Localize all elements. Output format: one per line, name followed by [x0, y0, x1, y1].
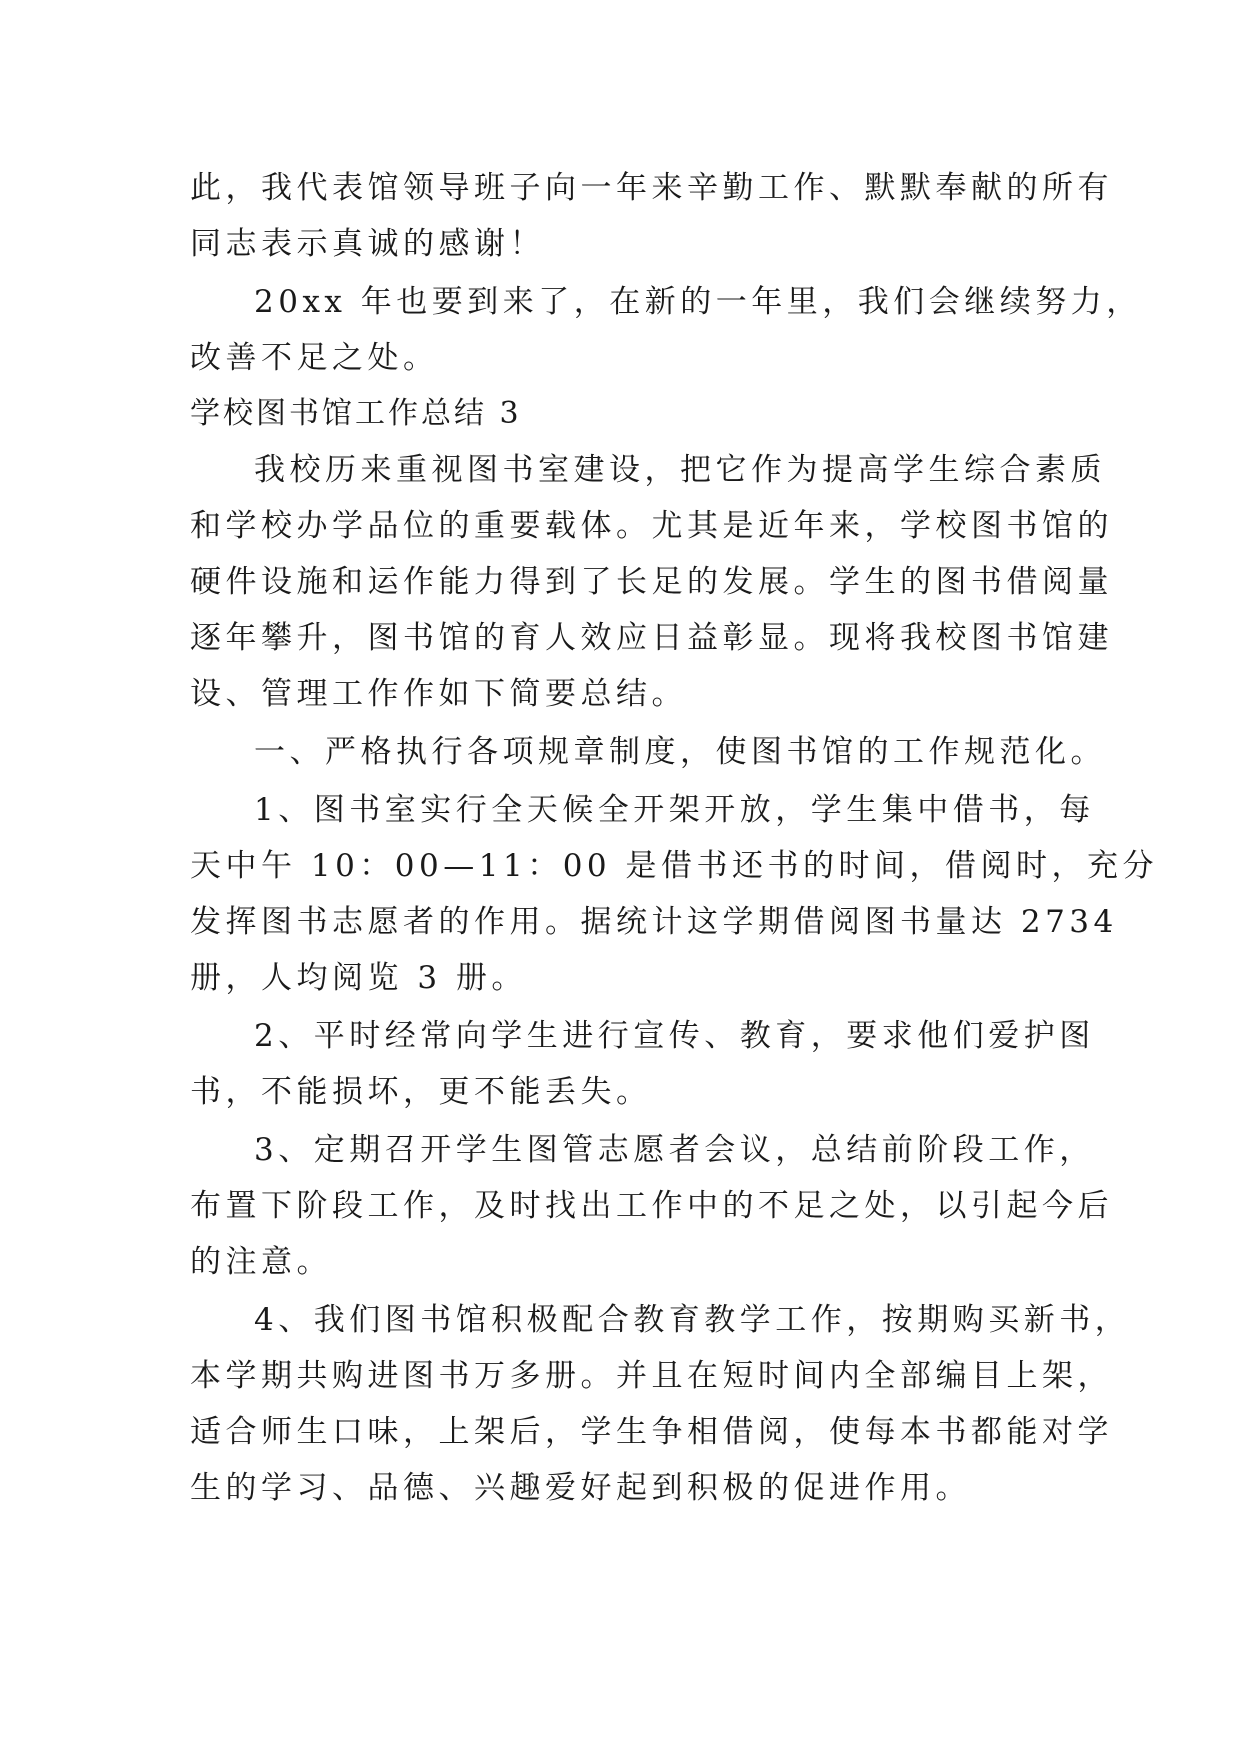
text-line: 生的学习、品德、兴趣爱好起到积极的促进作用。	[190, 1470, 971, 1506]
paragraph	[190, 442, 1113, 722]
section-heading	[190, 386, 1070, 442]
text-line: 4、我们图书馆积极配合教育教学工作，按期购买新书，	[254, 1302, 1131, 1338]
paragraph	[190, 782, 1158, 1006]
paragraph	[190, 1292, 1131, 1516]
heading-text: 学校图书馆工作总结 3	[190, 396, 522, 431]
text-line: 我校历来重视图书室建设，把它作为提高学生综合素质	[254, 452, 1106, 488]
paragraph	[190, 1122, 1113, 1290]
text-line: 此，我代表馆领导班子向一年来辛勤工作、默默奉献的所有	[190, 170, 1113, 206]
paragraph	[190, 1008, 1095, 1120]
text-line: 1、图书室实行全天候全开架开放，学生集中借书，每	[254, 792, 1095, 828]
text-line: 和学校办学品位的重要载体。尤其是近年来，学校图书馆的	[190, 508, 1113, 544]
text-line: 20xx 年也要到来了，在新的一年里，我们会继续努力，	[254, 284, 1142, 320]
text-line: 发挥图书志愿者的作用。据统计这学期借阅图书量达 2734	[190, 904, 1118, 940]
text-line: 逐年攀升，图书馆的育人效应日益彰显。现将我校图书馆建	[190, 620, 1113, 656]
text-line: 同志表示真诚的感谢！	[190, 226, 545, 262]
paragraph	[190, 274, 1142, 386]
text-line: 改善不足之处。	[190, 340, 439, 376]
paragraph-continuation	[190, 160, 1113, 272]
text-line: 布置下阶段工作，及时找出工作中的不足之处，以引起今后	[190, 1188, 1113, 1224]
text-line: 书，不能损坏，更不能丢失。	[190, 1074, 652, 1110]
paragraph	[190, 724, 1106, 780]
text-line: 设、管理工作作如下简要总结。	[190, 676, 687, 712]
text-line: 本学期共购进图书万多册。并且在短时间内全部编目上架，	[190, 1358, 1113, 1394]
text-line: 的注意。	[190, 1244, 332, 1280]
document-body	[190, 160, 1158, 1516]
text-line: 硬件设施和运作能力得到了长足的发展。学生的图书借阅量	[190, 564, 1113, 600]
text-line: 册，人均阅览 3 册。	[190, 960, 527, 996]
text-line: 2、平时经常向学生进行宣传、教育，要求他们爱护图	[254, 1018, 1095, 1054]
text-line: 一、严格执行各项规章制度，使图书馆的工作规范化。	[254, 734, 1106, 770]
text-line: 3、定期召开学生图管志愿者会议，总结前阶段工作，	[254, 1132, 1095, 1168]
text-line: 适合师生口味，上架后，学生争相借阅，使每本书都能对学	[190, 1414, 1113, 1450]
text-line: 天中午 10：00—11：00 是借书还书的时间，借阅时，充分	[190, 848, 1158, 884]
